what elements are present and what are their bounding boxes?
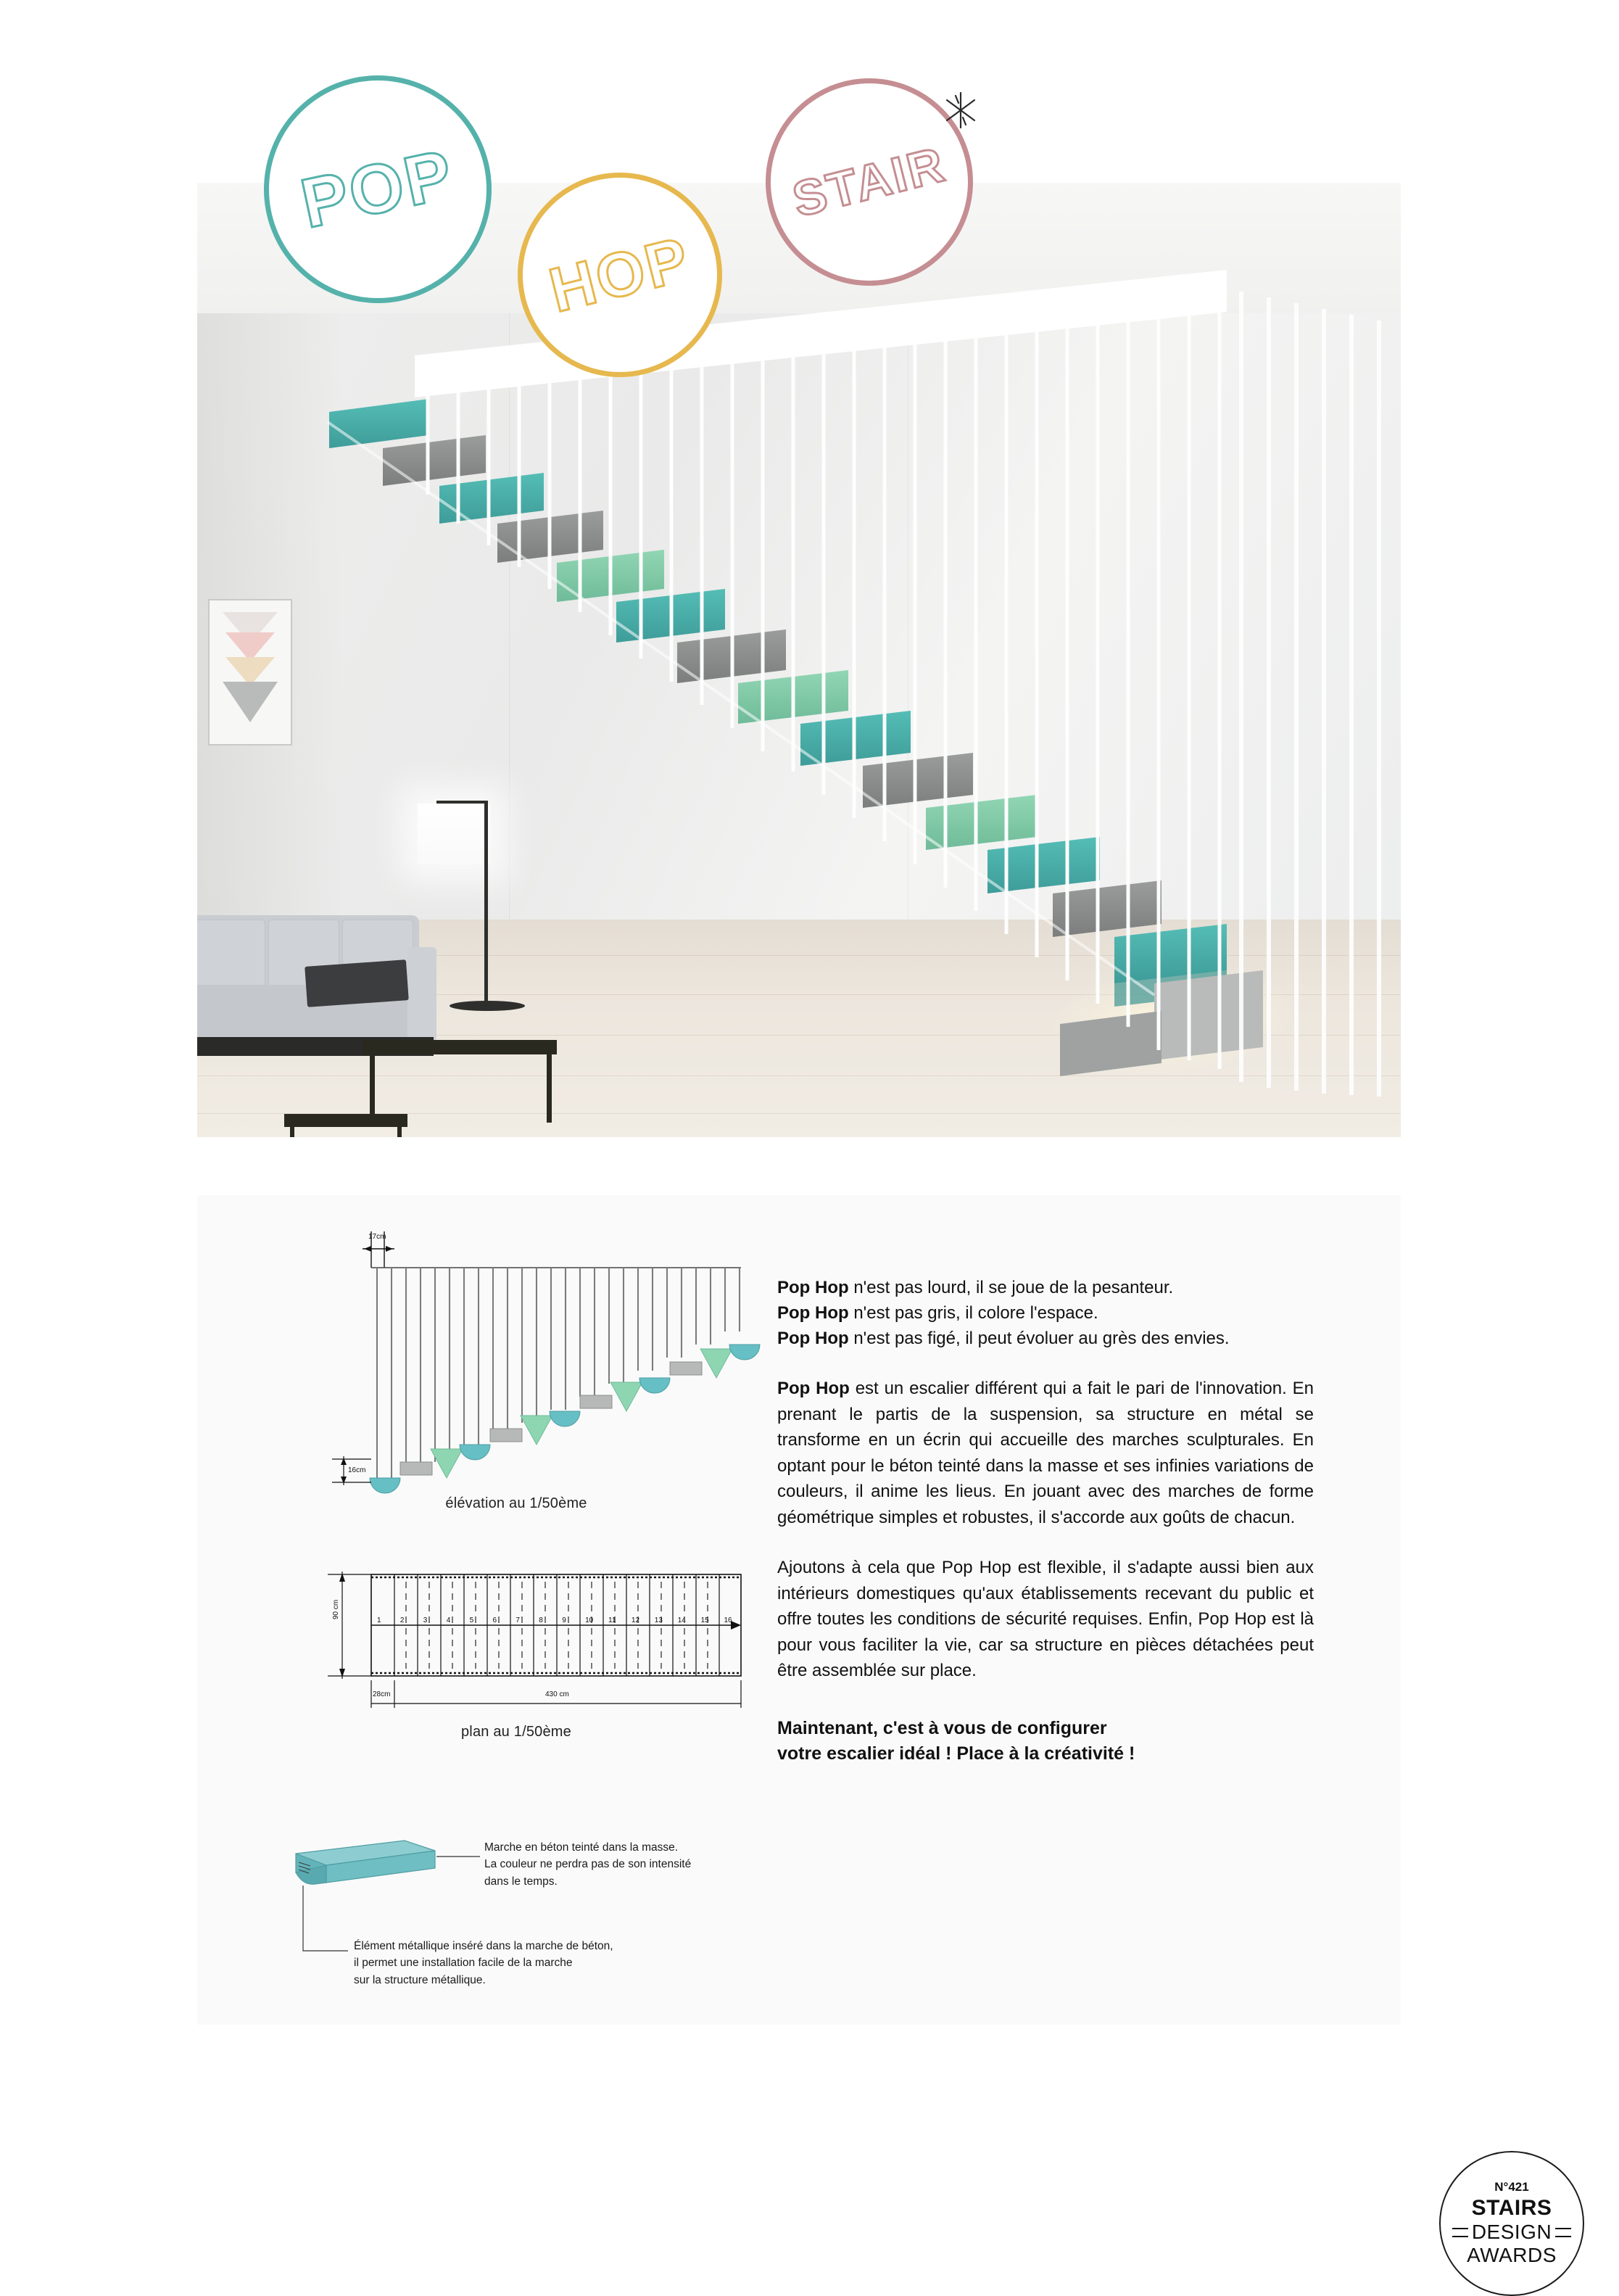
plan-caption: plan au 1/50ème — [460, 1724, 571, 1740]
floor-lamp-shade — [418, 804, 490, 864]
plan-step-number: 3 — [423, 1616, 428, 1624]
plan-step-number: 1 — [377, 1616, 381, 1624]
award-line-2: DESIGN — [1471, 2221, 1552, 2243]
elevation-drawing — [262, 1217, 770, 1507]
plan-tread-label: 28cm — [373, 1690, 391, 1698]
floor-lamp-pole — [484, 801, 488, 1005]
award-number: N°421 — [1494, 2180, 1529, 2194]
plan-step-number: 9 — [562, 1616, 566, 1624]
technical-drawings-column — [262, 1217, 770, 1740]
plan-drawing — [262, 1553, 770, 1719]
sunlight-patch — [1031, 966, 1314, 1075]
framed-artwork — [208, 599, 292, 746]
award-line-2-row — [1452, 2221, 1571, 2244]
floor-lamp-arm — [436, 801, 487, 804]
lead-line-1: Pop Hop n'est pas lourd, il se joue de la pesanteur. — [777, 1278, 1174, 1297]
plan-step-number: 5 — [469, 1616, 474, 1624]
paragraph-one: Pop Hop est un escalier différent qui a fait le pari de l'innovation. En prenant le partis de la suspension, sa structure en métal se transforme en un écrin qui accueille des marches sculpturales. En optant pour le béton teinté dans la masse et ses infinies variations de couleurs, il anime les lieus. En jouant avec des marches de forme géométrique simples et robustes, il s'accorde aux goûts de chacun. — [777, 1379, 1314, 1527]
plan-step-number: 7 — [515, 1616, 520, 1624]
plan-step-number: 11 — [608, 1616, 616, 1624]
lead-statements — [777, 1275, 1314, 1351]
plan-step-number: 6 — [492, 1616, 497, 1624]
elevation-riser-label: 16cm — [348, 1466, 366, 1474]
plan-step-number: 16 — [724, 1616, 732, 1624]
logo-text-stair: STAIR — [787, 136, 951, 228]
step-detail-diagram — [262, 1784, 770, 1986]
plan-step-number: 10 — [585, 1616, 594, 1624]
plan-step-number: 4 — [446, 1616, 451, 1624]
step-concrete-note: Marche en béton teinté dans la masse. La couleur ne perdra pas de son intensité dans le temps. — [484, 1841, 692, 1888]
sparkle-star-icon — [941, 88, 980, 132]
award-rule-right — [1555, 2228, 1571, 2237]
plan-step-number: 2 — [399, 1616, 405, 1624]
info-panel — [197, 1195, 1401, 2025]
award-line-3: AWARDS — [1467, 2244, 1557, 2266]
coffee-table-large — [363, 1040, 557, 1054]
plan-step-number: 12 — [631, 1616, 640, 1624]
lead-line-2: Pop Hop n'est pas gris, il colore l'espace. — [777, 1303, 1098, 1323]
cushion — [305, 959, 409, 1007]
hero-render-image — [197, 183, 1401, 1137]
wall-seam — [509, 313, 510, 1024]
elevation-caption: élévation au 1/50ème — [445, 1495, 587, 1511]
coffee-table-small — [284, 1114, 407, 1127]
description-column — [777, 1275, 1314, 1767]
step-metal-note: Élément métallique inséré dans la marche de béton, il permet une installation facile de la marche sur la structure métallique. — [354, 1940, 613, 1986]
closing-call-to-action: Maintenant, c'est à vous de configurer votre escalier idéal ! Place à la créativité ! — [777, 1717, 1135, 1764]
floor-lamp-base — [450, 1001, 525, 1011]
award-badge — [1439, 2151, 1584, 2296]
plan-width-label: 90 cm — [332, 1599, 340, 1619]
plan-length-label: 430 cm — [545, 1690, 569, 1698]
award-line-1: STAIRS — [1471, 2196, 1552, 2220]
lead-line-3: Pop Hop n'est pas figé, il peut évoluer au grès des envies. — [777, 1329, 1230, 1349]
plan-step-number: 13 — [654, 1616, 663, 1624]
award-rule-left — [1452, 2228, 1468, 2237]
elevation-top-label: 17cm — [368, 1233, 386, 1241]
plan-step-number: 15 — [700, 1616, 709, 1624]
paragraph-two: Ajoutons à cela que Pop Hop est flexible, il s'adapte aussi bien aux intérieurs domestiques qu'aux établissements recevant du public et offre toutes les conditions de sécurité requises. Enfin, Pop Hop est là pour vous faciliter la vie, car sa structure en pièces détachées peut être assemblée sur place. — [777, 1558, 1314, 1681]
plan-step-number: 14 — [677, 1616, 686, 1624]
plan-step-number: 8 — [539, 1616, 543, 1624]
